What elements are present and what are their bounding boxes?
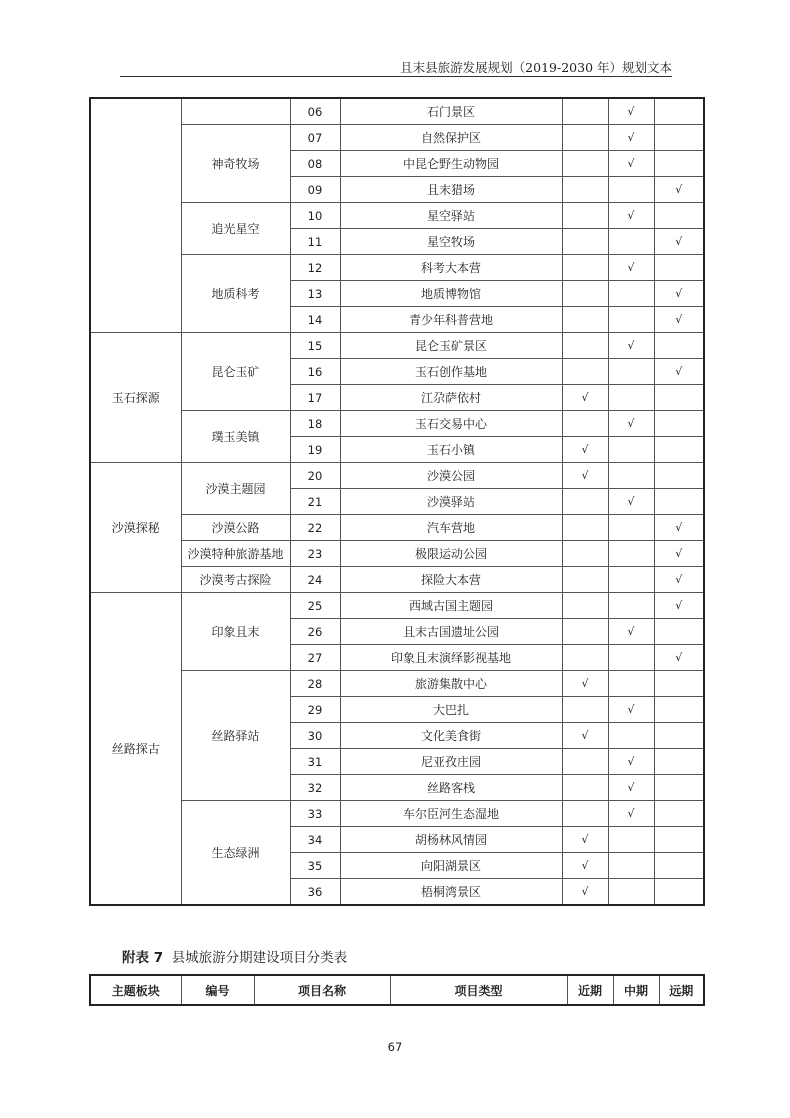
long-term-cell [654, 723, 704, 749]
near-term-cell: √ [562, 723, 608, 749]
header-cell: 项目名称 [254, 975, 390, 1005]
mid-term-cell: √ [608, 697, 654, 723]
near-term-cell [562, 515, 608, 541]
mid-term-cell: √ [608, 98, 654, 125]
table-row [90, 541, 704, 567]
subtheme-cell: 神奇牧场 [181, 125, 290, 203]
header-cell: 远期 [659, 975, 704, 1005]
subtheme-cell: 沙漠公路 [181, 515, 290, 541]
project-name-cell: 且末古国遗址公园 [340, 619, 562, 645]
project-name-cell: 科考大本营 [340, 255, 562, 281]
near-term-cell [562, 125, 608, 151]
project-name-cell: 石门景区 [340, 98, 562, 125]
number-cell: 36 [290, 879, 340, 906]
caption-text: 县城旅游分期建设项目分类表 [171, 950, 348, 966]
header-cell: 主题板块 [90, 975, 181, 1005]
project-name-cell: 玉石小镇 [340, 437, 562, 463]
long-term-cell [654, 411, 704, 437]
header-cell: 项目类型 [390, 975, 567, 1005]
near-term-cell: √ [562, 853, 608, 879]
project-name-cell: 沙漠驿站 [340, 489, 562, 515]
long-term-cell [654, 385, 704, 411]
project-name-cell: 旅游集散中心 [340, 671, 562, 697]
project-name-cell: 自然保护区 [340, 125, 562, 151]
near-term-cell: √ [562, 385, 608, 411]
near-term-cell: √ [562, 463, 608, 489]
header-cell: 中期 [613, 975, 659, 1005]
table-row [90, 671, 704, 697]
page-number: 67 [387, 1040, 403, 1054]
project-name-cell: 大巴扎 [340, 697, 562, 723]
long-term-cell: √ [654, 515, 704, 541]
near-term-cell [562, 697, 608, 723]
number-cell: 35 [290, 853, 340, 879]
long-term-cell [654, 671, 704, 697]
subtheme-cell: 印象且末 [181, 593, 290, 671]
number-cell: 28 [290, 671, 340, 697]
theme-cell [90, 98, 181, 333]
long-term-cell: √ [654, 359, 704, 385]
near-term-cell [562, 359, 608, 385]
table-caption [122, 946, 347, 966]
mid-term-cell [608, 593, 654, 619]
near-term-cell [562, 801, 608, 827]
theme-cell: 玉石探源 [90, 333, 181, 463]
number-cell: 12 [290, 255, 340, 281]
number-cell: 15 [290, 333, 340, 359]
long-term-cell [654, 775, 704, 801]
number-cell: 29 [290, 697, 340, 723]
near-term-cell [562, 307, 608, 333]
subtheme-cell: 追光星空 [181, 203, 290, 255]
number-cell: 33 [290, 801, 340, 827]
mid-term-cell: √ [608, 801, 654, 827]
mid-term-cell [608, 281, 654, 307]
long-term-cell [654, 801, 704, 827]
subtheme-cell: 璞玉美镇 [181, 411, 290, 463]
number-cell: 32 [290, 775, 340, 801]
project-name-cell: 昆仑玉矿景区 [340, 333, 562, 359]
project-name-cell: 星空牧场 [340, 229, 562, 255]
number-cell: 09 [290, 177, 340, 203]
number-cell: 19 [290, 437, 340, 463]
theme-cell: 丝路探古 [90, 593, 181, 906]
project-name-cell: 汽车营地 [340, 515, 562, 541]
mid-term-cell [608, 437, 654, 463]
number-cell: 17 [290, 385, 340, 411]
table-row [90, 515, 704, 541]
long-term-cell: √ [654, 645, 704, 671]
near-term-cell [562, 333, 608, 359]
table-row [90, 98, 704, 125]
number-cell: 21 [290, 489, 340, 515]
project-name-cell: 车尔臣河生态湿地 [340, 801, 562, 827]
number-cell: 07 [290, 125, 340, 151]
theme-cell: 沙漠探秘 [90, 463, 181, 593]
number-cell: 26 [290, 619, 340, 645]
mid-term-cell: √ [608, 411, 654, 437]
caption-label: 附表 7 [122, 950, 164, 966]
long-term-cell [654, 437, 704, 463]
running-header: 且末县旅游发展规划（2019-2030 年）规划文本 [400, 60, 672, 75]
project-name-cell: 胡杨林风情园 [340, 827, 562, 853]
project-name-cell: 星空驿站 [340, 203, 562, 229]
subtheme-cell: 丝路驿站 [181, 671, 290, 801]
near-term-cell [562, 411, 608, 437]
mid-term-cell: √ [608, 125, 654, 151]
long-term-cell [654, 697, 704, 723]
long-term-cell: √ [654, 281, 704, 307]
mid-term-cell [608, 307, 654, 333]
near-term-cell [562, 619, 608, 645]
mid-term-cell: √ [608, 775, 654, 801]
header-cell: 近期 [567, 975, 613, 1005]
project-name-cell: 江尕萨依村 [340, 385, 562, 411]
near-term-cell [562, 567, 608, 593]
number-cell: 24 [290, 567, 340, 593]
near-term-cell [562, 541, 608, 567]
project-name-cell: 印象且末演绎影视基地 [340, 645, 562, 671]
long-term-cell [654, 203, 704, 229]
long-term-cell: √ [654, 229, 704, 255]
number-cell: 34 [290, 827, 340, 853]
number-cell: 20 [290, 463, 340, 489]
subtheme-cell: 沙漠特种旅游基地 [181, 541, 290, 567]
near-term-cell [562, 229, 608, 255]
mid-term-cell: √ [608, 333, 654, 359]
project-name-cell: 地质博物馆 [340, 281, 562, 307]
number-cell: 08 [290, 151, 340, 177]
near-term-cell [562, 749, 608, 775]
mid-term-cell: √ [608, 489, 654, 515]
long-term-cell [654, 125, 704, 151]
table-row [90, 333, 704, 359]
number-cell: 22 [290, 515, 340, 541]
long-term-cell [654, 489, 704, 515]
mid-term-cell: √ [608, 619, 654, 645]
number-cell: 25 [290, 593, 340, 619]
mid-term-cell [608, 671, 654, 697]
table-row [90, 411, 704, 437]
project-name-cell: 且末猎场 [340, 177, 562, 203]
near-term-cell [562, 775, 608, 801]
number-cell: 23 [290, 541, 340, 567]
table-row [90, 255, 704, 281]
number-cell: 06 [290, 98, 340, 125]
long-term-cell [654, 255, 704, 281]
number-cell: 16 [290, 359, 340, 385]
long-term-cell [654, 619, 704, 645]
mid-term-cell [608, 567, 654, 593]
header-cell: 编号 [181, 975, 254, 1005]
subtheme-cell: 地质科考 [181, 255, 290, 333]
near-term-cell [562, 281, 608, 307]
table-row [90, 593, 704, 619]
mid-term-cell [608, 541, 654, 567]
near-term-cell: √ [562, 827, 608, 853]
project-name-cell: 尼亚孜庄园 [340, 749, 562, 775]
number-cell: 31 [290, 749, 340, 775]
long-term-cell: √ [654, 593, 704, 619]
mid-term-cell [608, 879, 654, 906]
subtheme-cell: 生态绿洲 [181, 801, 290, 906]
subtheme-cell: 昆仑玉矿 [181, 333, 290, 411]
mid-term-cell: √ [608, 749, 654, 775]
project-name-cell: 探险大本营 [340, 567, 562, 593]
near-term-cell [562, 645, 608, 671]
long-term-cell [654, 749, 704, 775]
near-term-cell [562, 593, 608, 619]
project-name-cell: 丝路客栈 [340, 775, 562, 801]
project-name-cell: 中昆仑野生动物园 [340, 151, 562, 177]
mid-term-cell [608, 645, 654, 671]
near-term-cell: √ [562, 437, 608, 463]
subtheme-cell: 沙漠考古探险 [181, 567, 290, 593]
project-name-cell: 向阳湖景区 [340, 853, 562, 879]
long-term-cell [654, 463, 704, 489]
mid-term-cell [608, 385, 654, 411]
near-term-cell: √ [562, 671, 608, 697]
mid-term-cell [608, 229, 654, 255]
near-term-cell [562, 98, 608, 125]
near-term-cell [562, 255, 608, 281]
number-cell: 18 [290, 411, 340, 437]
project-name-cell: 玉石交易中心 [340, 411, 562, 437]
long-term-cell [654, 98, 704, 125]
project-name-cell: 沙漠公园 [340, 463, 562, 489]
table-row [90, 801, 704, 827]
project-name-cell: 玉石创作基地 [340, 359, 562, 385]
mid-term-cell [608, 515, 654, 541]
mid-term-cell [608, 723, 654, 749]
table-row [90, 463, 704, 489]
number-cell: 14 [290, 307, 340, 333]
project-name-cell: 西域古国主题园 [340, 593, 562, 619]
table-row [90, 125, 704, 151]
project-name-cell: 极限运动公园 [340, 541, 562, 567]
near-term-cell [562, 151, 608, 177]
long-term-cell [654, 827, 704, 853]
mid-term-cell: √ [608, 203, 654, 229]
long-term-cell [654, 879, 704, 906]
table-row [90, 567, 704, 593]
mid-term-cell [608, 827, 654, 853]
subtheme-cell: 沙漠主题园 [181, 463, 290, 515]
number-cell: 11 [290, 229, 340, 255]
mid-term-cell: √ [608, 255, 654, 281]
long-term-cell: √ [654, 541, 704, 567]
number-cell: 13 [290, 281, 340, 307]
near-term-cell [562, 177, 608, 203]
subtheme-cell [181, 98, 290, 125]
long-term-cell: √ [654, 307, 704, 333]
next-table-header [89, 974, 705, 1006]
header-rule [120, 76, 672, 77]
project-name-cell: 梧桐湾景区 [340, 879, 562, 906]
mid-term-cell [608, 177, 654, 203]
mid-term-cell [608, 853, 654, 879]
project-table [89, 97, 705, 906]
mid-term-cell [608, 359, 654, 385]
near-term-cell [562, 489, 608, 515]
mid-term-cell [608, 463, 654, 489]
long-term-cell: √ [654, 177, 704, 203]
long-term-cell [654, 151, 704, 177]
table-row [90, 203, 704, 229]
mid-term-cell: √ [608, 151, 654, 177]
project-name-cell: 文化美食街 [340, 723, 562, 749]
header-row [90, 975, 704, 1005]
long-term-cell [654, 333, 704, 359]
near-term-cell: √ [562, 879, 608, 906]
project-name-cell: 青少年科普营地 [340, 307, 562, 333]
long-term-cell: √ [654, 567, 704, 593]
near-term-cell [562, 203, 608, 229]
number-cell: 27 [290, 645, 340, 671]
number-cell: 30 [290, 723, 340, 749]
long-term-cell [654, 853, 704, 879]
number-cell: 10 [290, 203, 340, 229]
